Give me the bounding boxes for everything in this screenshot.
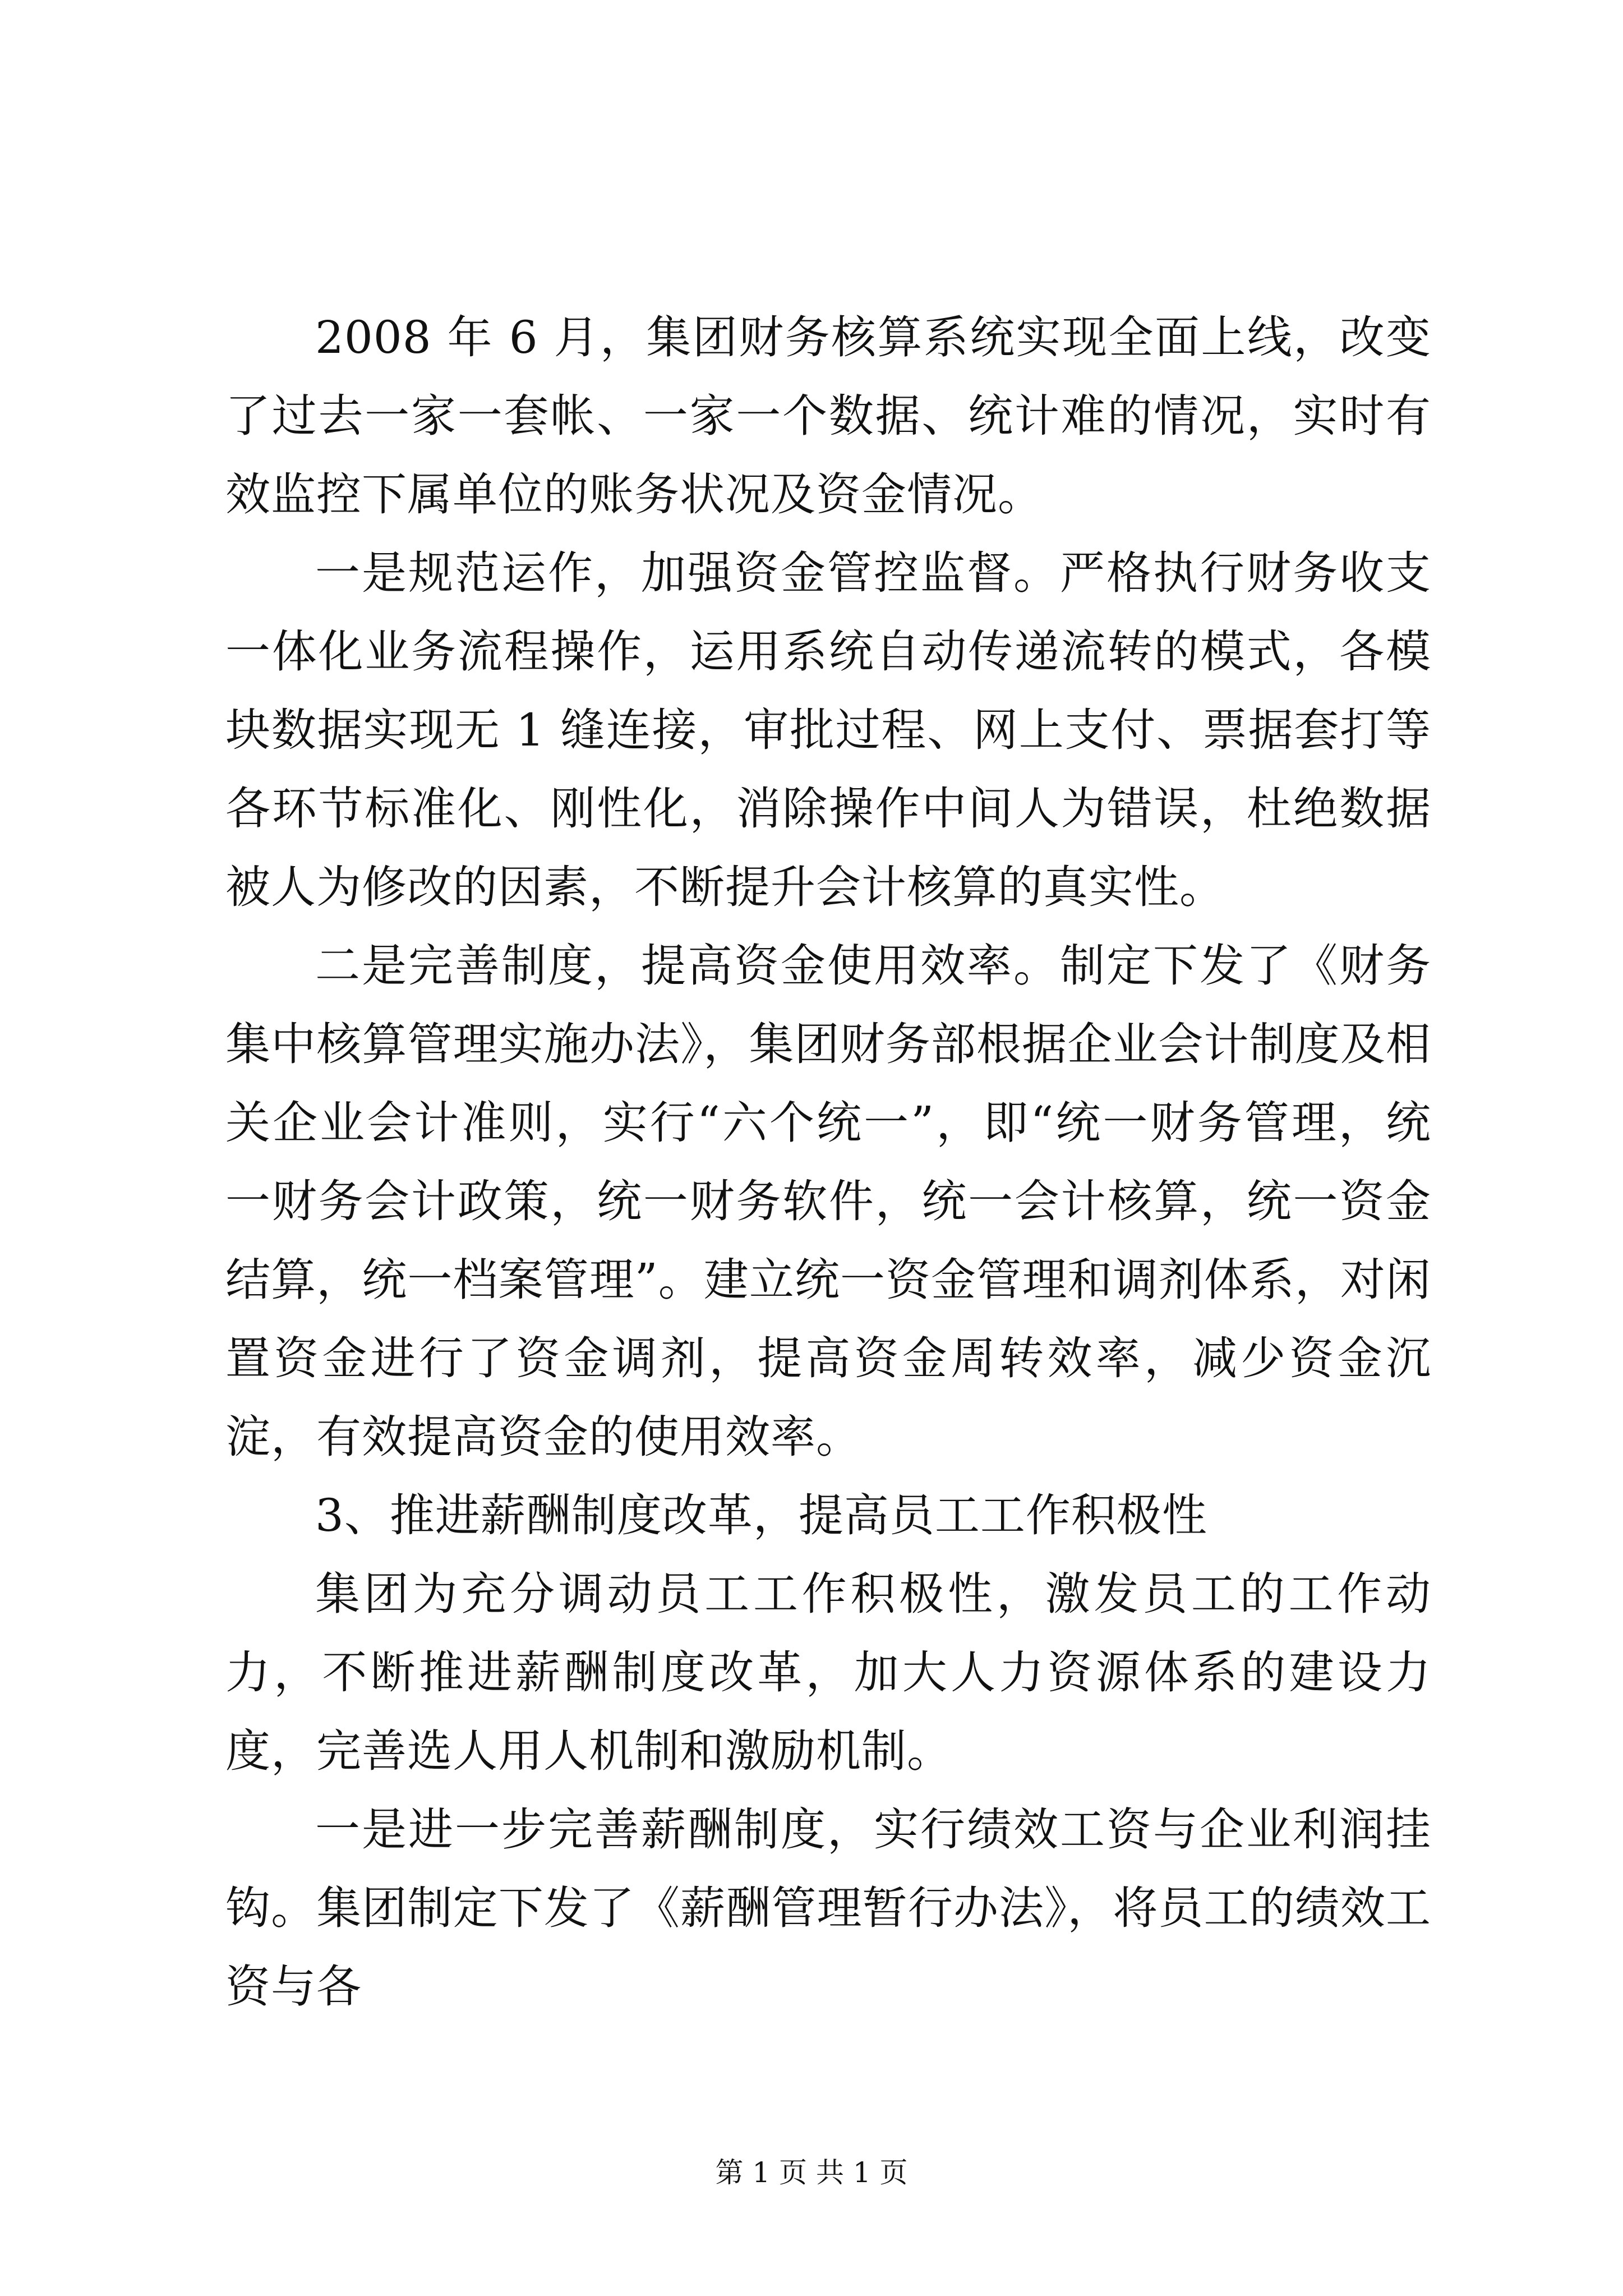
page-number-footer: 第 1 页 共 1 页	[715, 2156, 908, 2189]
paragraph: 一是规范运作，加强资金管控监督。严格执行财务收支一体化业务流程操作，运用系统自动传递流转的模式，各模块数据实现无 1 缝连接，审批过程、网上支付、票据套打等各环节标准化、刚性化，消除操作中间人为错误，杜绝数据被人为修改的因素，不断提升会计核算的真实性。	[225, 547, 1431, 913]
section-heading: 3、推进薪酬制度改革，提高员工工作积极性	[315, 1489, 1207, 1542]
paragraph: 二是完善制度，提高资金使用效率。制定下发了《财务集中核算管理实施办法》，集团财务部根据企业会计制度及相关企业会计准则，实行“六个统一”，即“统一财务管理，统一财务会计政策，统一财务软件，统一会计核算，统一资金结算，统一档案管理”。建立统一资金管理和调剂体系，对闲置资金进行了资金调剂，提高资金周转效率，减少资金沉淀，有效提高资金的使用效率。	[225, 940, 1431, 1463]
paragraph: 一是进一步完善薪酬制度，实行绩效工资与企业利润挂钩。集团制定下发了《薪酬管理暂行办法》，将员工的绩效工资与各	[225, 1803, 1431, 2013]
paragraph: 集团为充分调动员工工作积极性，激发员工的工作动力，不断推进薪酬制度改革，加大人力资源体系的建设力度，完善选人用人机制和激励机制。	[225, 1568, 1431, 1777]
document-body	[225, 298, 1431, 2026]
paragraph: 2008 年 6 月，集团财务核算系统实现全面上线，改变了过去一家一套帐、一家一个数据、统计难的情况，实时有效监控下属单位的账务状况及资金情况。	[225, 311, 1431, 521]
